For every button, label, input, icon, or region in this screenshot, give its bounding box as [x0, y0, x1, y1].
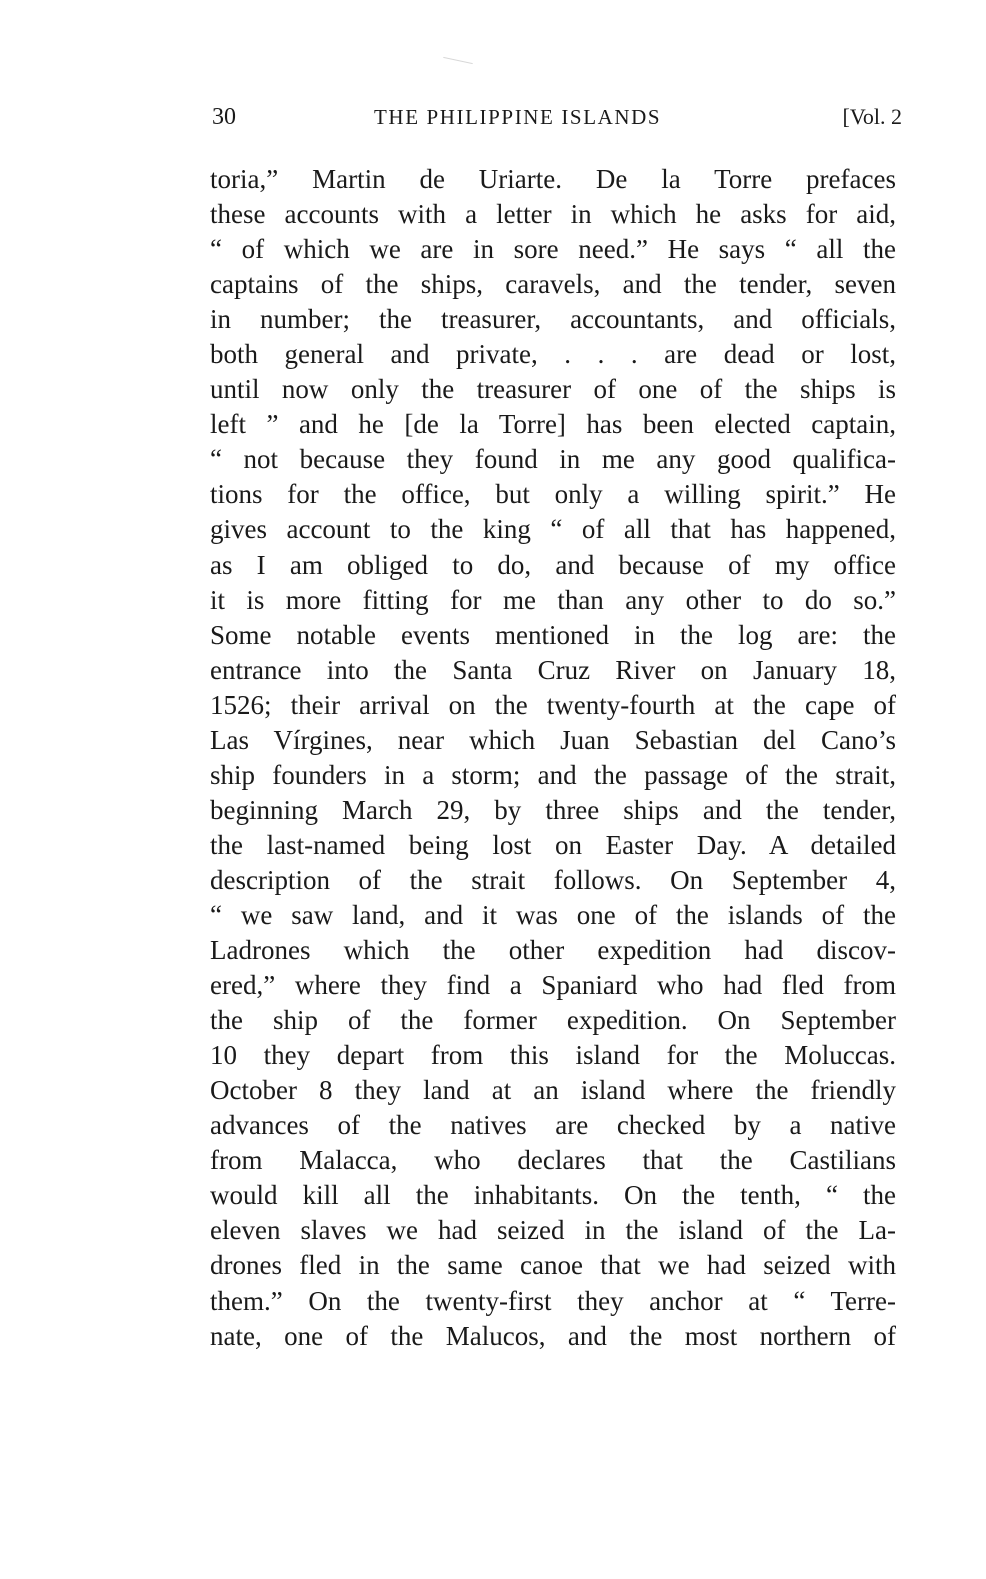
- text-line: the last-named being lost on Easter Day. A detailed: [210, 829, 896, 860]
- text-line: from Malacca, who declares that the Castilians: [210, 1145, 896, 1176]
- running-title: THE PHILIPPINE ISLANDS: [374, 105, 662, 129]
- text-line: advances of the natives are checked by a native: [210, 1110, 896, 1141]
- text-line: “ we saw land, and it was one of the islands of the: [210, 899, 896, 930]
- text-line: “ of which we are in sore need.” He says “ all the: [210, 234, 896, 265]
- text-line: eleven slaves we had seized in the island of the La-: [210, 1215, 896, 1246]
- text-line: as I am obliged to do, and because of my office: [210, 549, 896, 580]
- text-line: it is more fitting for me than any other to do so.”: [210, 584, 896, 615]
- body-text: [210, 162, 896, 1354]
- text-line: Ladrones which the other expedition had discov-: [210, 935, 896, 966]
- text-line: ered,” where they find a Spaniard who had fled from: [210, 970, 896, 1001]
- text-line: in number; the treasurer, accountants, and officials,: [210, 304, 896, 335]
- text-line: left ” and he [de la Torre] has been elected captain,: [210, 409, 896, 440]
- text-line: entrance into the Santa Cruz River on January 18,: [210, 654, 896, 685]
- text-line: both general and private, . . . are dead or lost,: [210, 339, 896, 370]
- volume-label: [Vol. 2: [842, 104, 902, 129]
- page-number: 30: [212, 104, 236, 130]
- text-line: tions for the office, but only a willing spirit.” He: [210, 479, 896, 510]
- text-line: beginning March 29, by three ships and the tender,: [210, 794, 896, 825]
- text-line: toria,” Martin de Uriarte. De la Torre prefaces: [210, 164, 896, 194]
- running-head: [212, 100, 902, 134]
- text-line: until now only the treasurer of one of the ships is: [210, 374, 896, 405]
- text-line: the ship of the former expedition. On September: [210, 1005, 896, 1036]
- text-line: ship founders in a storm; and the passage of the strait,: [210, 759, 896, 790]
- text-line: 10 they depart from this island for the Moluccas.: [210, 1040, 896, 1071]
- text-line: “ not because they found in me any good qualifica-: [210, 444, 896, 475]
- scan-artifact: [443, 57, 473, 64]
- text-line: them.” On the twenty-first they anchor at “ Terre-: [210, 1285, 896, 1316]
- text-line: these accounts with a letter in which he asks for aid,: [210, 199, 896, 230]
- text-line: would kill all the inhabitants. On the tenth, “ the: [210, 1180, 896, 1211]
- text-line: Las Vírgines, near which Juan Sebastian del Cano’s: [210, 724, 896, 755]
- text-line: nate, one of the Malucos, and the most northern of: [210, 1320, 896, 1351]
- text-line: captains of the ships, caravels, and the tender, seven: [210, 269, 896, 300]
- text-line: description of the strait follows. On September 4,: [210, 864, 896, 895]
- text-line: 1526; their arrival on the twenty-fourth at the cape of: [210, 689, 896, 720]
- text-line: drones fled in the same canoe that we had seized with: [210, 1250, 896, 1281]
- text-line: October 8 they land at an island where the friendly: [210, 1075, 896, 1106]
- text-line: Some notable events mentioned in the log are: the: [210, 619, 896, 650]
- text-line: gives account to the king “ of all that has happened,: [210, 514, 896, 545]
